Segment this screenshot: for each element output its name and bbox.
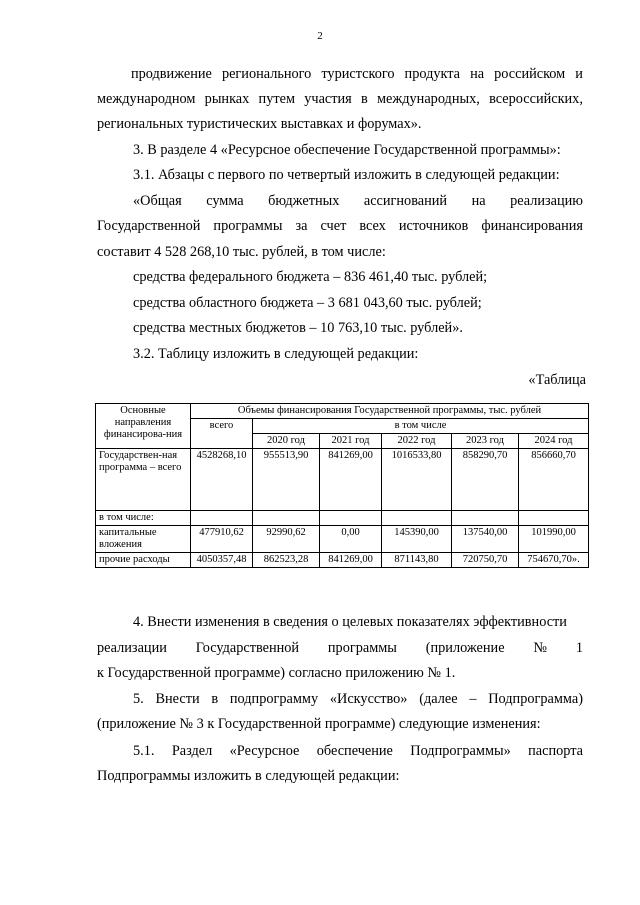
row-value: 92990,62	[253, 526, 320, 553]
funding-table	[95, 403, 589, 568]
table-row	[96, 526, 589, 553]
row-value: 871143,80	[382, 553, 452, 568]
quote-line-3: составит 4 528 268,10 тыс. рублей, в том числе:	[97, 244, 386, 260]
row-name: в том числе:	[96, 511, 191, 526]
row-name: капитальные вложения	[96, 526, 191, 553]
row-value: 856660,70	[519, 449, 589, 511]
page-number: 2	[317, 30, 323, 42]
row-value: 720750,70	[452, 553, 519, 568]
item-4-line-1: 4. Внести изменения в сведения о целевых показателях эффективности	[133, 614, 567, 630]
row-value: 145390,00	[382, 526, 452, 553]
federal-budget: средства федерального бюджета – 836 461,40 тыс. рублей;	[133, 269, 488, 285]
quote-line-2: Государственной программы за счет всех источников финансирования	[97, 218, 583, 234]
row-value: 137540,00	[452, 526, 519, 553]
header-year: 2020 год	[253, 434, 320, 449]
row-value: 754670,70».	[519, 553, 589, 568]
row-total: 4528268,10	[191, 449, 253, 511]
intro-line-2: международном рынках путем участия в международных, всероссийских,	[97, 91, 583, 107]
header-directions: Основные направления финансирова-ния	[96, 404, 191, 449]
header-year: 2024 год	[519, 434, 589, 449]
row-value: 858290,70	[452, 449, 519, 511]
table-label: «Таблица	[528, 372, 586, 388]
row-value: 0,00	[320, 526, 382, 553]
regional-budget: средства областного бюджета – 3 681 043,60 тыс. рублей;	[133, 295, 482, 311]
row-value: 1016533,80	[382, 449, 452, 511]
intro-line-1: продвижение регионального туристского продукта на российском и	[131, 66, 583, 82]
row-value: 955513,90	[253, 449, 320, 511]
item-4-line-2: реализации Государственной программы (приложение № 1	[97, 640, 583, 656]
header-year: 2023 год	[452, 434, 519, 449]
row-value: 841269,00	[320, 553, 382, 568]
item-5-line-2: (приложение № 3 к Государственной программе) следующие изменения:	[97, 716, 541, 732]
item-3-1: 3.1. Абзацы с первого по четвертый изложить в следующей редакции:	[133, 167, 560, 183]
table-row	[96, 553, 589, 568]
quote-line-1: «Общая сумма бюджетных ассигнований на реализацию	[133, 193, 583, 209]
intro-line-3: региональных туристических выставках и форумах».	[97, 116, 422, 132]
table-row	[96, 449, 589, 511]
item-5-1-line-2: Подпрограммы изложить в следующей редакции:	[97, 768, 400, 784]
row-name: прочие расходы	[96, 553, 191, 568]
row-value: 101990,00	[519, 526, 589, 553]
item-3-2: 3.2. Таблицу изложить в следующей редакции:	[133, 346, 419, 362]
item-5-1-line-1: 5.1. Раздел «Ресурсное обеспечение Подпрограммы» паспорта	[133, 743, 583, 759]
item-3: 3. В разделе 4 «Ресурсное обеспечение Государственной программы»:	[133, 142, 561, 158]
row-name: Государствен-ная программа – всего	[96, 449, 191, 511]
local-budget: средства местных бюджетов – 10 763,10 тыс. рублей».	[133, 320, 463, 336]
header-volumes: Объемы финансирования Государственной программы, тыс. рублей	[191, 404, 589, 419]
header-including: в том числе	[253, 419, 589, 434]
header-total: всего	[191, 419, 253, 449]
item-5-line-1: 5. Внести в подпрограмму «Искусство» (далее – Подпрограмма)	[133, 691, 583, 707]
row-total: 4050357,48	[191, 553, 253, 568]
item-4-line-3: к Государственной программе) согласно приложению № 1.	[97, 665, 456, 681]
table-header-row	[96, 404, 589, 419]
table-row	[96, 511, 589, 526]
header-year: 2022 год	[382, 434, 452, 449]
header-year: 2021 год	[320, 434, 382, 449]
row-value: 841269,00	[320, 449, 382, 511]
row-value: 862523,28	[253, 553, 320, 568]
row-total: 477910,62	[191, 526, 253, 553]
